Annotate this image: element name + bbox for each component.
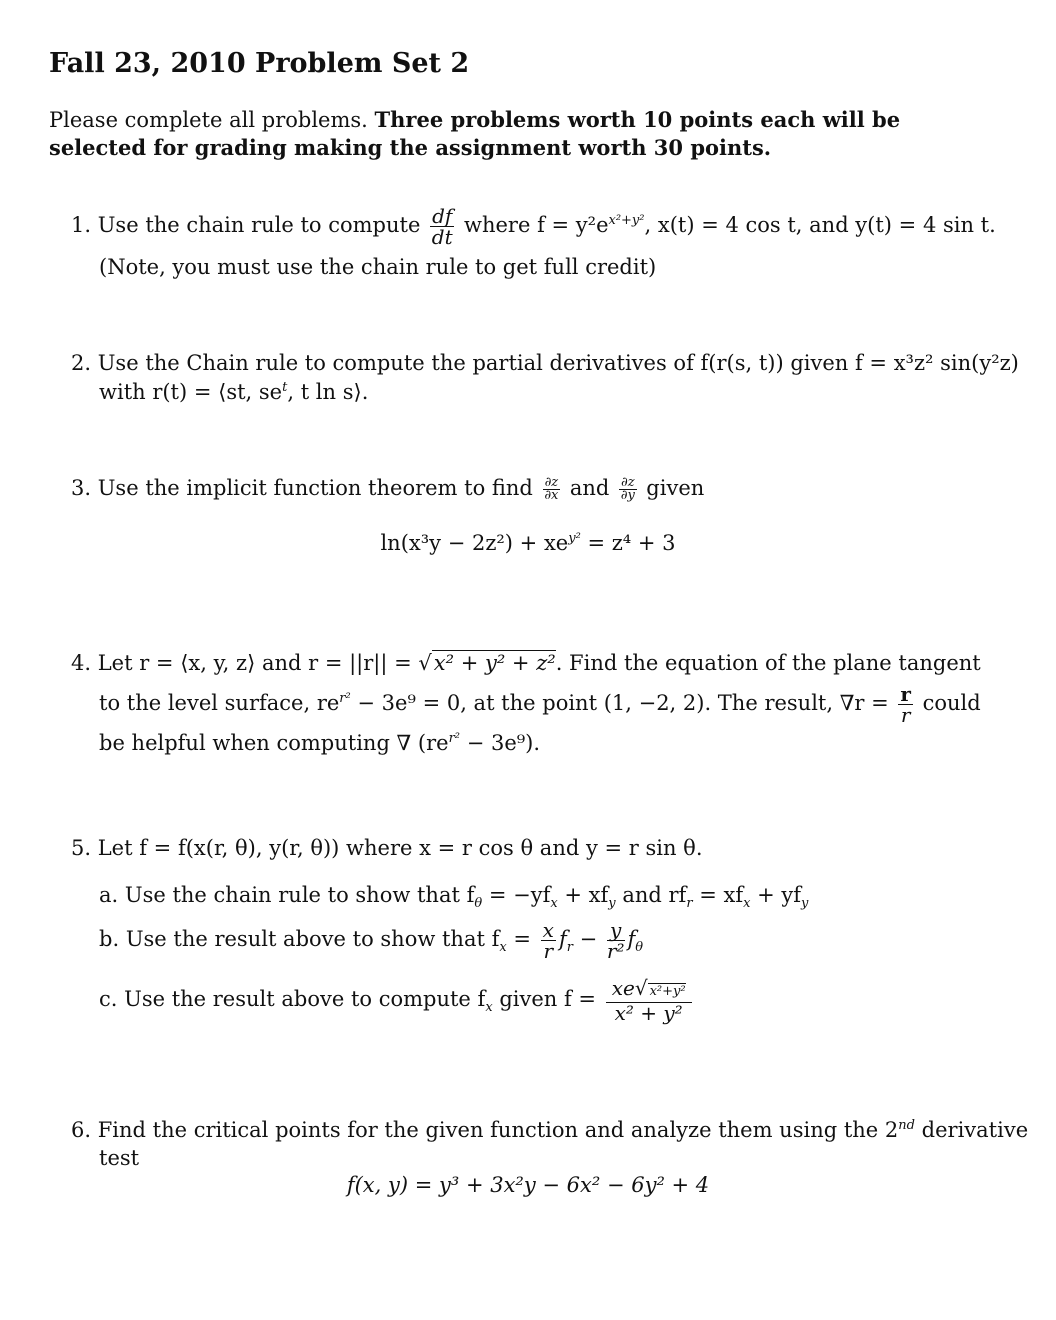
x-over-r-fraction: $\frac{x}{r}$ [542,918,554,963]
unit-vector-fraction: $\frac{r}{r}$ [900,682,911,727]
problem-number: 1. [71,213,92,237]
problem-3-equation: $\ln(x^3y - 2z^2) + xe^{y^2} = z^4 + 3$ [380,531,676,555]
problem-5c: c. Use the result above to compute $f_x$ given f = $\frac{\text{xe√ x²+y²}}{\text{x² + y²}}$ [99,978,695,1023]
problem-5: 5. Let f = f(x(r, θ), y(r, θ)) where x = r cos θ and y = r sin θ. [71,836,703,860]
problem-2: 2. Use the Chain rule to compute the partial derivatives of f(r(s, t)) given f = x³z² sin(y²z) [71,351,1019,375]
partial-z-y: $\frac{\partial z}{\partial y}$ [620,475,635,503]
problem-text: Use the chain rule to compute [97,213,421,237]
problem-1-note: (Note, you must use the chain rule to get full credit) [99,255,657,279]
problem-2-line2: with r(t) = ⟨st, $se^t$, t ln s⟩. [99,380,369,404]
problem-4-line3: be helpful when computing ∇ $(re^{r^2} - 3e^9)$. [99,731,541,755]
problem-4: 4. Let r = ⟨x, y, z⟩ and r = ||r|| = √x² + y² + z². Find the equation of the plane tangent [71,651,981,675]
partial-z-x: $\frac{\partial z}{\partial x}$ [544,475,559,503]
instructions-bold: Three problems worth 10 points each will be selected for grading making the assignment worth 30 points. [49,107,901,160]
given-function-fraction: $\frac{\text{xe√ x²+y²}}{\text{x² + y²}}$ [606,978,692,1023]
problem-4-line2: to the level surface, $re^{r^2} - 3e^9 = 0$, at the point (1, −2, 2). The result, ∇r = $\frac{r}{r}$ could [99,682,981,727]
page-title: Fall 23, 2010 Problem Set 2 [49,48,470,79]
problem-3: 3. Use the implicit function theorem to find $\frac{\partial z}{\partial x}$ and $\frac{\partial z}{\partial y}$ given [71,475,705,503]
problem-6: 6. Find the critical points for the given function and analyze them using the 2nd derivative [71,1118,1029,1142]
instructions [49,106,989,162]
problem-5b: b. Use the result above to show that $f_x$ = $\frac{x}{r}$ $f_r$ − $\frac{y}{\text{r²}}$ $f_\theta$ [99,918,644,963]
problem-1: 1. Use the chain rule to compute $\frac{df}{dt}$ where $f = y^2e^{x^2+y^2}$, x(t) = 4 cos t, and y(t) = 4 sin t. [71,204,996,249]
y-over-r2-fraction: $\frac{y}{\text{r²}}$ [606,918,625,963]
problem-6-equation: f(x, y) = y³ + 3x²y − 6x² − 6y² + 4 [346,1173,710,1197]
problem-6-line2: test [99,1146,140,1170]
instructions-plain: Please complete all problems. [49,108,368,132]
problem-5a: a. Use the chain rule to show that $f_\theta = -yf_x + xf_y$ and $rf_r = xf_x + yf_y$ [99,883,809,912]
derivative-fraction: $\frac{df}{dt}$ [431,204,453,249]
